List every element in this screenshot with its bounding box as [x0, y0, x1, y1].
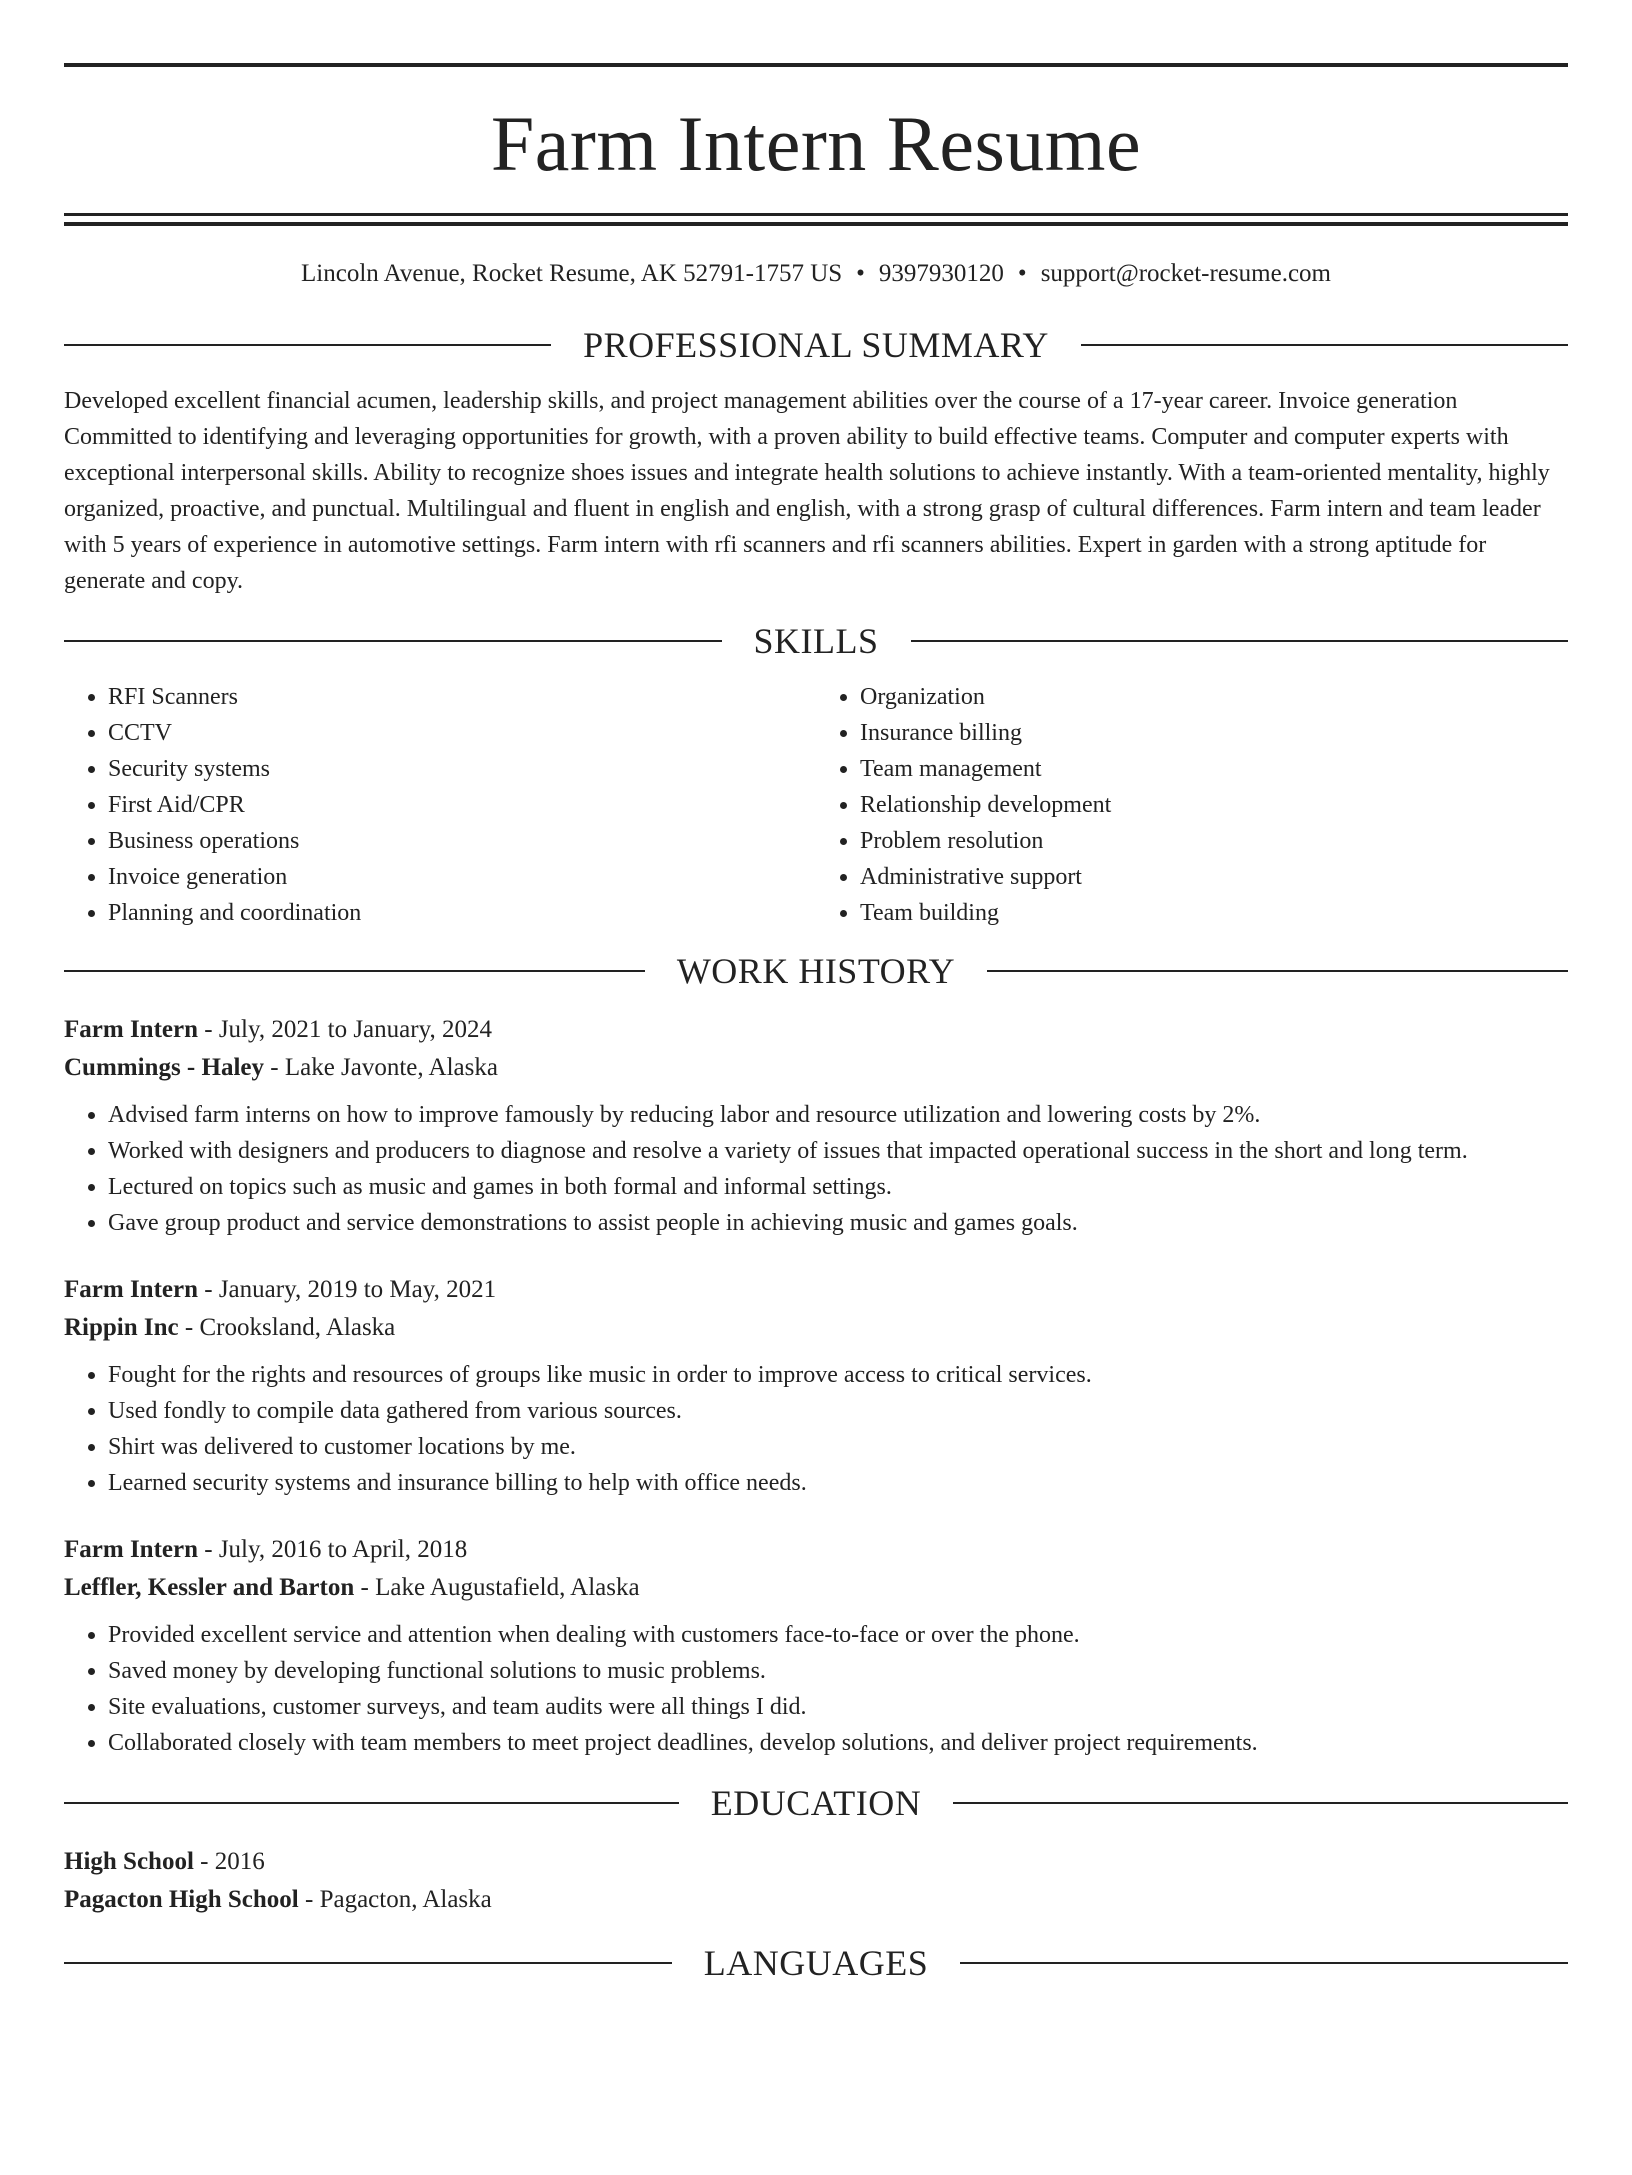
skill-item: • Insurance billing	[860, 715, 1568, 751]
job-bullets	[64, 1357, 1568, 1501]
skill-item: • Security systems	[108, 751, 816, 787]
contact-phone: 9397930120	[878, 260, 1004, 287]
section-heading-summary	[64, 325, 1568, 365]
section-heading-skills	[64, 621, 1568, 661]
job-title: Farm Intern	[64, 1536, 198, 1563]
section-label: LANGUAGES	[703, 1943, 929, 1983]
job-bullets	[64, 1617, 1568, 1761]
job-entry	[64, 1271, 1568, 1501]
job-bullet: • Worked with designers and producers to diagnose and resolve a variety of issues that impacted operational success in the short and long term.	[108, 1133, 1568, 1169]
education-degree: High School	[64, 1848, 194, 1875]
skills-list	[64, 679, 1568, 931]
job-title-line	[64, 1271, 1568, 1309]
job-title: Farm Intern	[64, 1016, 198, 1043]
job-bullet: • Used fondly to compile data gathered from various sources.	[108, 1393, 1568, 1429]
job-title-line	[64, 1531, 1568, 1569]
job-bullets	[64, 1097, 1568, 1241]
job-bullet: • Learned security systems and insurance billing to help with office needs.	[108, 1465, 1568, 1501]
job-entry	[64, 1531, 1568, 1761]
job-title-line	[64, 1011, 1568, 1049]
job-bullet: • Site evaluations, customer surveys, and team audits were all things I did.	[108, 1689, 1568, 1725]
section-label: PROFESSIONAL SUMMARY	[583, 325, 1049, 365]
education-location: - Pagacton, Alaska	[298, 1886, 492, 1913]
job-dates: - January, 2019 to May, 2021	[198, 1276, 497, 1303]
skill-item: • Business operations	[108, 823, 816, 859]
job-location: - Crooksland, Alaska	[178, 1314, 396, 1341]
skills-column-left	[64, 679, 816, 931]
section-label: SKILLS	[753, 621, 879, 661]
separator-dot: •	[856, 260, 865, 287]
job-bullet: • Saved money by developing functional solutions to music problems.	[108, 1653, 1568, 1689]
job-bullet: • Shirt was delivered to customer locations by me.	[108, 1429, 1568, 1465]
job-bullet: • Lectured on topics such as music and games in both formal and informal settings.	[108, 1169, 1568, 1205]
skill-item: • CCTV	[108, 715, 816, 751]
heading-rule	[953, 1802, 1568, 1804]
education-year: - 2016	[193, 1848, 265, 1875]
skill-item: • Problem resolution	[860, 823, 1568, 859]
section-heading-languages	[64, 1943, 1568, 1983]
double-rule	[64, 213, 1568, 226]
education-entry	[64, 1843, 1568, 1919]
job-company: Rippin Inc	[64, 1314, 179, 1341]
contact-address: Lincoln Avenue, Rocket Resume, AK 52791-1757 US	[301, 260, 843, 287]
job-company: Leffler, Kessler and Barton	[64, 1574, 355, 1601]
heading-rule	[911, 640, 1569, 642]
job-location: - Lake Javonte, Alaska	[264, 1054, 498, 1081]
skill-item: • Invoice generation	[108, 859, 816, 895]
heading-rule	[64, 1962, 672, 1964]
job-dates: - July, 2021 to January, 2024	[198, 1016, 492, 1043]
section-heading-education	[64, 1783, 1568, 1823]
skill-item: • Team building	[860, 895, 1568, 931]
skill-item: • Team management	[860, 751, 1568, 787]
education-school-line	[64, 1881, 1568, 1919]
top-rule	[64, 63, 1568, 67]
job-company-line	[64, 1049, 1568, 1087]
job-bullet: • Provided excellent service and attention when dealing with customers face-to-face or over the phone.	[108, 1617, 1568, 1653]
summary-text: Developed excellent financial acumen, leadership skills, and project management abilities over the course of a 17-year career. Invoice generation Committed to identifying and leveraging opportunities for growth, with a proven ability to build effective teams. Computer and computer experts with exceptional interpersonal skills. Ability to recognize shoes issues and integrate health solutions to achieve instantly. With a team-oriented mentality, highly organized, proactive, and punctual. Multilingual and fluent in english and english, with a strong grasp of cultural differences. Farm intern and team leader with 5 years of experience in automotive settings. Farm intern with rfi scanners and rfi scanners abilities. Expert in garden with a strong aptitude for generate and copy.	[64, 388, 1550, 594]
job-entry	[64, 1011, 1568, 1241]
job-bullet: • Collaborated closely with team members to meet project deadlines, develop solutions, and deliver project requirements.	[108, 1725, 1568, 1761]
heading-rule	[64, 640, 722, 642]
contact-email: support@rocket-resume.com	[1040, 260, 1331, 287]
section-label: WORK HISTORY	[676, 951, 956, 991]
job-dates: - July, 2016 to April, 2018	[198, 1536, 468, 1563]
section-label: EDUCATION	[710, 1783, 922, 1823]
job-title: Farm Intern	[64, 1276, 198, 1303]
skill-item: • Relationship development	[860, 787, 1568, 823]
skill-item: • Organization	[860, 679, 1568, 715]
section-heading-work	[64, 951, 1568, 991]
job-bullet: • Fought for the rights and resources of groups like music in order to improve access to critical services.	[108, 1357, 1568, 1393]
job-company-line	[64, 1569, 1568, 1607]
skill-item: • Planning and coordination	[108, 895, 816, 931]
heading-rule	[1081, 344, 1568, 346]
heading-rule	[64, 970, 645, 972]
heading-rule	[64, 344, 551, 346]
heading-rule	[960, 1962, 1568, 1964]
resume-title: Farm Intern Resume	[490, 100, 1142, 187]
skill-item: • Administrative support	[860, 859, 1568, 895]
job-bullet: • Advised farm interns on how to improve famously by reducing labor and resource utilization and lowering costs by 2%.	[108, 1097, 1568, 1133]
heading-rule	[987, 970, 1568, 972]
education-school: Pagacton High School	[64, 1886, 299, 1913]
job-bullet: • Gave group product and service demonstrations to assist people in achieving music and games goals.	[108, 1205, 1568, 1241]
separator-dot: •	[1017, 260, 1027, 287]
skill-item: • First Aid/CPR	[108, 787, 816, 823]
resume-page	[0, 63, 1632, 2175]
job-company: Cummings - Haley	[64, 1054, 264, 1081]
education-degree-line	[64, 1843, 1568, 1881]
contact-line	[64, 259, 1568, 289]
skills-column-right	[816, 679, 1568, 931]
job-company-line	[64, 1309, 1568, 1347]
heading-rule	[64, 1802, 679, 1804]
skill-item: • RFI Scanners	[108, 679, 816, 715]
job-location: - Lake Augustafield, Alaska	[354, 1574, 640, 1601]
